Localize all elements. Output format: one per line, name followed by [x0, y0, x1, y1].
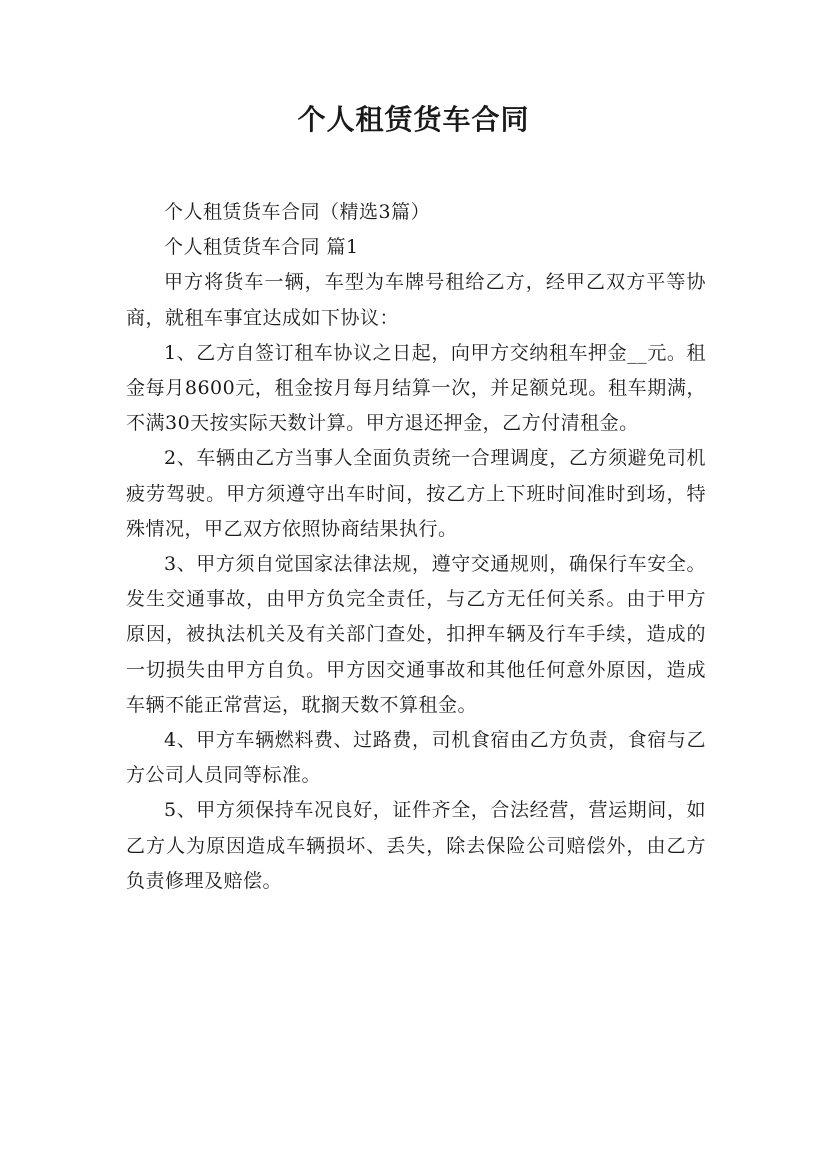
subtitle-paragraph: 个人租赁货车合同（精选3篇）	[164, 201, 431, 223]
clause-2: 2、车辆由乙方当事人全面负责统一合理调度，乙方须避免司机疲劳驾驶。甲方须遵守出车时间，按乙方上下班时间准时到场，特殊情况，甲乙双方依照协商结果执行。	[126, 447, 706, 540]
clause-1: 1、乙方自签订租车协议之日起，向甲方交纳租车押金__元。租金每月8600元，租金按月每月结算一次，并足额兑现。租车期满，不满30天按实际天数计算。甲方退还押金，乙方付清租金。	[126, 341, 706, 435]
clause-3: 3、甲方须自觉国家法律法规，遵守交通规则，确保行车安全。发生交通事故，由甲方负完全责任，与乙方无任何关系。由于甲方原因，被执法机关及有关部门查处，扣押车辆及行车手续，造成的一切损失由甲方自负。甲方因交通事故和其他任何意外原因，造成车辆不能正常营运，耽搁天数不算租金。	[126, 553, 706, 716]
intro-paragraph: 甲方将货车一辆，车型为车牌号租给乙方，经甲乙双方平等协商，就租车事宜达成如下协议：	[126, 271, 706, 329]
document-title: 个人租赁货车合同	[297, 103, 530, 136]
clause-5: 5、甲方须保持车况良好，证件齐全，合法经营，营运期间，如乙方人为原因造成车辆损坏、丢失，除去保险公司赔偿外，由乙方负责修理及赔偿。	[126, 799, 706, 892]
document-body	[126, 195, 706, 899]
clause-4: 4、甲方车辆燃料费、过路费，司机食宿由乙方负责，食宿与乙方公司人员同等标准。	[126, 729, 706, 787]
section-heading: 个人租赁货车合同 篇1	[164, 236, 359, 259]
